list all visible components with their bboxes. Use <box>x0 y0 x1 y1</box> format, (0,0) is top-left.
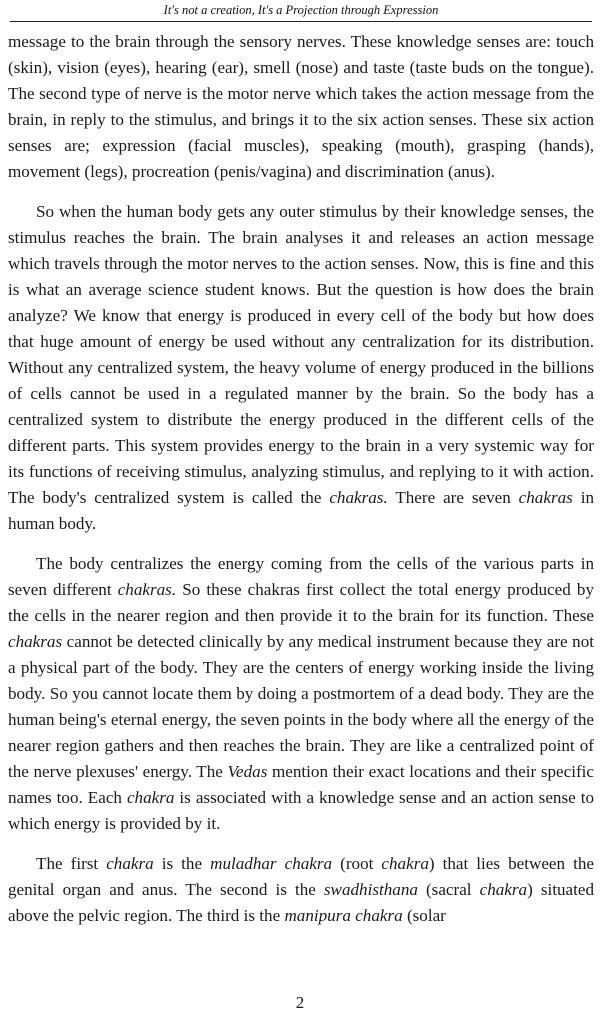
text-run: (solar <box>402 906 446 925</box>
italic-term: chakras <box>8 632 63 651</box>
body-text <box>8 29 594 929</box>
italic-term: muladhar chakra <box>210 854 333 873</box>
paragraph <box>8 851 594 929</box>
italic-term: chakras. <box>117 580 177 599</box>
text-run: is the <box>153 854 211 873</box>
text-run: mention their exact locations and their specific names too. Each <box>8 762 594 807</box>
text-run: (root <box>332 854 382 873</box>
paragraph <box>8 551 594 837</box>
text-run: ) that lies between the genital organ and anus. The second is the <box>8 854 594 899</box>
italic-term: chakra <box>479 880 528 899</box>
page-number: 2 <box>295 993 305 1012</box>
text-run: The first <box>36 854 107 873</box>
text-run: There are seven <box>387 488 519 507</box>
paragraph <box>8 29 594 185</box>
italic-term: chakras. <box>329 488 388 507</box>
italic-term: manipura chakra <box>284 906 403 925</box>
text-run: The body centralizes the energy coming from the cells of the various parts in seven different <box>8 554 594 599</box>
text-run: (sacral <box>417 880 480 899</box>
italic-term: chakras <box>518 488 573 507</box>
text-run: in human body. <box>8 488 594 533</box>
text-run: So these chakras first collect the total energy produced by the cells in the nearer region and then provide it to the brain for its function. These <box>8 580 594 625</box>
italic-term: chakra <box>106 854 154 873</box>
text-run: ) situated above the pelvic region. The third is the <box>8 880 594 925</box>
italic-term: Vedas <box>227 762 268 781</box>
running-header <box>10 0 592 22</box>
italic-term: chakra <box>126 788 175 807</box>
text-run: message to the brain through the sensory nerves. These knowledge senses are: touch (skin), vision (eyes), hearing (ear), smell (nose) and taste (taste buds on the tongue). The second type of nerve is the motor nerve which takes the action message from the brain, in reply to the stimulus, and brings it to the six action senses. These six action senses are; expression (facial muscles), speaking (mouth), grasping (hands), movement (legs), procreation (penis/vagina) and discrimination (anus). <box>8 32 594 181</box>
text-run: So when the human body gets any outer stimulus by their knowledge senses, the stimulus reaches the brain. The brain analyses it and releases an action message which travels through the motor nerves to the action senses. Now, this is fine and this is what an average science student knows. But the question is how does the brain analyze? We know that energy is produced in every cell of the body but how does that huge amount of energy be used without any centralization for its distribution. Without any centralized system, the heavy volume of energy produced in the billions of cells cannot be used in a regulated manner by the brain. So the body has a centralized system to distribute the energy produced in the different cells of the different parts. This system provides energy to the brain in a very systemic way for its functions of receiving stimulus, analyzing stimulus, and replying to it with action. The body's centralized system is called the <box>8 202 594 507</box>
italic-term: swadhisthana <box>323 880 418 899</box>
running-title: It's not a creation, It's a Projection through Expression <box>163 3 439 17</box>
paragraph <box>8 199 594 537</box>
italic-term: chakra <box>381 854 429 873</box>
text-run: is associated with a knowledge sense and an action sense to which energy is provided by it. <box>8 788 594 833</box>
text-run: cannot be detected clinically by any medical instrument because they are not a physical part of the body. They are the centers of energy working inside the living body. So you cannot locate them by doing a postmortem of a dead body. They are the human being's eternal energy, the seven points in the body where all the energy of the nearer region gathers and then reaches the brain. They are like a centralized point of the nerve plexuses' energy. The <box>8 632 594 781</box>
